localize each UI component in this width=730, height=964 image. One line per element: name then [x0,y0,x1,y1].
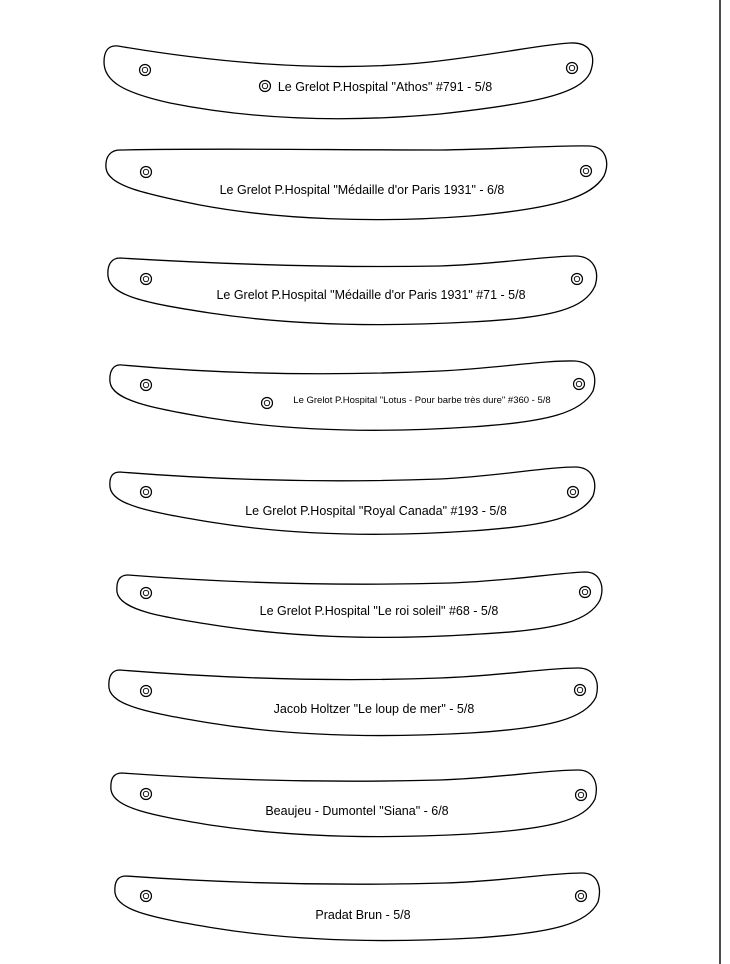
razor-scale-lotus [110,361,595,430]
pin-icon [141,891,152,902]
pin-icon [141,789,152,800]
scale-label: Jacob Holtzer "Le loup de mer" - 5/8 [273,702,475,716]
razor-scale-athos [104,43,593,119]
scale-label: Le Grelot P.Hospital "Lotus - Pour barbe très dure" #360 - 5/8 [293,395,551,406]
pin-icon [581,166,592,177]
pin-icon [568,487,579,498]
razor-scale-medaille-or-6-8 [106,146,607,220]
pin-icon [580,587,591,598]
pin-icon [262,398,273,409]
scale-label: Le Grelot P.Hospital "Médaille d'or Paris 1931" - 6/8 [219,183,505,197]
pin-icon [567,63,578,74]
razor-scale-loup-de-mer [109,668,597,736]
pin-icon [141,274,152,285]
scale-label: Le Grelot P.Hospital "Royal Canada" #193 - 5/8 [245,504,507,518]
scale-outline [115,873,600,941]
pin-icon [576,891,587,902]
razor-scale-roi-soleil [117,572,602,637]
scale-outline [110,467,595,534]
pin-icon [140,65,151,76]
razor-scale-pradat-brun [115,873,600,941]
scale-label: Le Grelot P.Hospital "Médaille d'or Paris 1931" #71 - 5/8 [216,288,526,302]
pin-icon [141,588,152,599]
razor-scale-royal-canada [110,467,595,534]
pin-icon [141,380,152,391]
scale-label: Beaujeu - Dumontel "Siana" - 6/8 [265,804,449,818]
razor-scale-siana [111,770,596,837]
scale-label: Le Grelot P.Hospital "Le roi soleil" #68 - 5/8 [259,604,499,618]
scale-label: Le Grelot P.Hospital "Athos" #791 - 5/8 [277,80,493,94]
pin-icon [141,487,152,498]
pin-icon [141,167,152,178]
razor-scale-medaille-or-71 [108,256,597,325]
pin-icon [575,685,586,696]
pin-icon [574,379,585,390]
pin-icon [576,790,587,801]
pin-icon [572,274,583,285]
pin-icon [141,686,152,697]
pin-icon [260,81,271,92]
scale-label: Pradat Brun - 5/8 [315,908,411,922]
